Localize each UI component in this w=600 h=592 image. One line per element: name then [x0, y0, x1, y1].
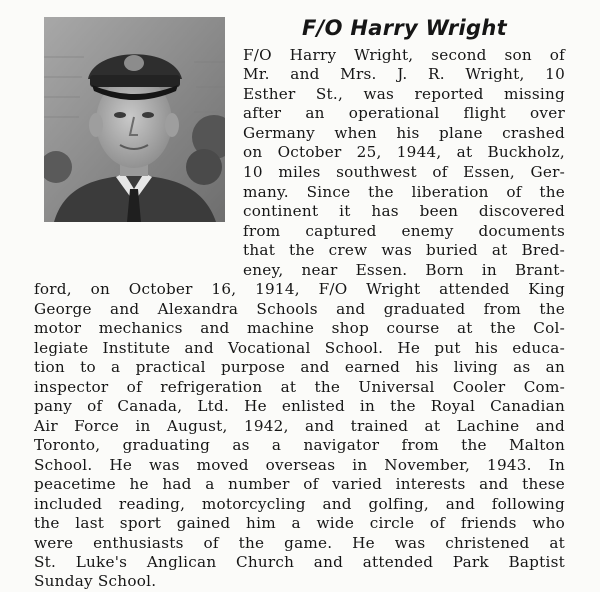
body-line: that the crew was buried at Bred-	[243, 241, 565, 259]
body-line: Esther St., was reported missing	[243, 85, 565, 103]
body-line: Toronto, graduating as a navigator from the Malton	[34, 436, 565, 454]
body-line: motor mechanics and machine shop course at the Col-	[34, 319, 565, 337]
body-line: continent it has been discovered	[243, 202, 565, 220]
body-line: Germany when his plane crashed	[243, 124, 565, 142]
body-line: included reading, motorcycling and golfing, and following	[34, 495, 565, 513]
body-line: pany of Canada, Ltd. He enlisted in the Royal Canadian	[34, 397, 565, 415]
body-line: St. Luke's Anglican Church and attended Park Baptist	[34, 553, 565, 571]
body-line: inspector of refrigeration at the Universal Cooler Com-	[34, 378, 565, 396]
body-line: Mr. and Mrs. J. R. Wright, 10	[243, 65, 565, 83]
body-line: 10 miles southwest of Essen, Ger-	[243, 163, 565, 181]
obituary-title: F/O Harry Wright	[302, 16, 507, 40]
body-line: on October 25, 1944, at Buckholz,	[243, 143, 565, 161]
body-line: legiate Institute and Vocational School. He put his educa-	[34, 339, 565, 357]
portrait-photo	[44, 17, 225, 222]
body-line: Sunday School.	[34, 572, 157, 590]
body-line: peacetime he had a number of varied interests and these	[34, 475, 565, 493]
body-line: many. Since the liberation of the	[243, 183, 565, 201]
body-line: after an operational flight over	[243, 104, 565, 122]
body-line: eney, near Essen. Born in Brant-	[243, 261, 565, 279]
body-line: were enthusiasts of the game. He was christened at	[34, 534, 565, 552]
body-line: Air Force in August, 1942, and trained at Lachine and	[34, 417, 565, 435]
body-line: tion to a practical purpose and earned his living as an	[34, 358, 565, 376]
body-line: ford, on October 16, 1914, F/O Wright attended King	[34, 280, 565, 298]
body-line: George and Alexandra Schools and graduated from the	[34, 300, 565, 318]
body-line: from captured enemy documents	[243, 222, 565, 240]
body-line: School. He was moved overseas in November, 1943. In	[34, 456, 565, 474]
body-line: the last sport gained him a wide circle of friends who	[34, 514, 565, 532]
body-line: F/O Harry Wright, second son of	[243, 46, 565, 64]
